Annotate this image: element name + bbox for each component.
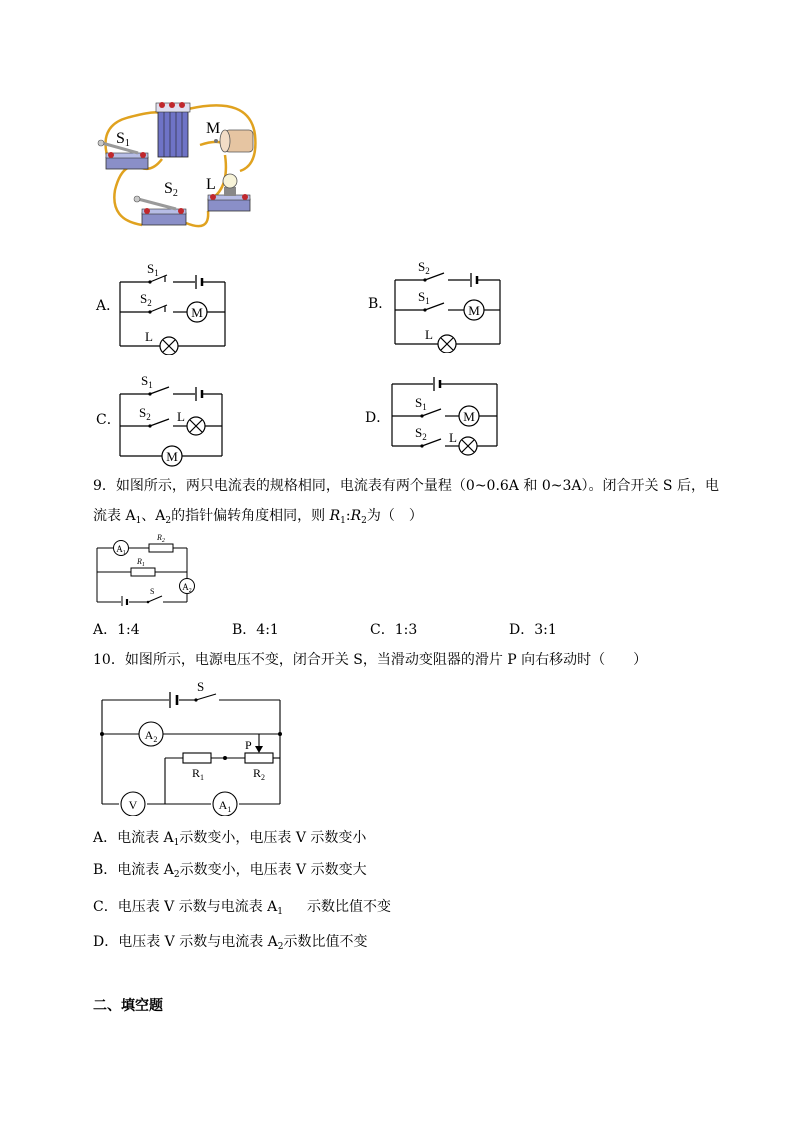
pictorial-circuit-image: [90, 95, 270, 235]
lamp-label: L: [449, 430, 457, 445]
r1-label: $R_1$: [137, 557, 145, 568]
top-switch-label: $S_2$: [418, 259, 430, 276]
bot-switch-label: $S_2$: [415, 425, 427, 442]
q9-stem-line1: 9．如图所示，两只电流表的规格相同，电流表有两个量程（0~0.6A 和 0~3A）。闭合开关 S 后，电: [93, 478, 719, 494]
q10-option-d: D．电压表 V 示数与电流表 $A_2$示数比值不变: [93, 934, 368, 952]
option-d-letter: D．: [365, 410, 391, 426]
mid-switch-label: $S_2$: [139, 405, 151, 422]
a2-meter-label: $A_2$: [182, 582, 192, 594]
switch-s-label: S: [197, 679, 205, 694]
q9-option-a: A．1:4: [93, 622, 140, 638]
motor-symbol: M: [191, 305, 203, 320]
option-c-circuit: [115, 372, 235, 472]
section-heading: 二、填空题: [93, 998, 163, 1014]
top-switch-label: $S_1$: [415, 395, 427, 412]
a2-meter-label: $A_2$: [144, 728, 158, 744]
q10-option-a: A．电流表 $A_1$示数变小，电压表 V 示数变小: [93, 830, 367, 848]
q10-option-b: B．电流表 $A_2$示数变小，电压表 V 示数变大: [93, 862, 367, 880]
voltmeter-label: V: [128, 798, 138, 812]
motor-symbol: M: [166, 449, 178, 464]
option-b-letter: B．: [368, 296, 393, 312]
q9-option-d: D．3:1: [509, 622, 557, 638]
q9-stem-line2: 流表 $A_1$、$A_2$的指针偏转角度相同，则 $R_1:R_2$为（ ）: [93, 508, 423, 526]
motor-symbol: M: [463, 409, 475, 424]
option-c-letter: C．: [96, 412, 121, 428]
lamp-label: L: [145, 329, 153, 344]
q9-option-b: B．4:1: [232, 622, 279, 638]
s1-label: S1: [116, 130, 130, 149]
motor-symbol: M: [468, 303, 480, 318]
option-a-letter: A．: [96, 298, 121, 314]
switch-s-label: S: [150, 587, 155, 596]
motor-label: M: [206, 120, 221, 137]
option-d-circuit: [387, 372, 507, 467]
r1-label: $R_1$: [192, 766, 205, 782]
lamp-label: L: [425, 327, 433, 342]
q10-stem: 10．如图所示，电源电压不变，闭合开关 S，当滑动变阻器的滑片 P 向右移动时（ ）: [93, 652, 648, 668]
a1-meter-label: $A_1$: [116, 544, 126, 556]
option-a-circuit: [115, 260, 235, 355]
q10-circuit: [95, 676, 290, 816]
a1-meter-label: $A_1$: [218, 798, 232, 814]
slider-p-label: P: [245, 738, 252, 752]
q9-circuit: [93, 532, 203, 606]
q10-option-c: C．电压表 V 示数与电流表 $A_1$ 示数比值不变: [93, 899, 392, 917]
mid-switch-label: $S_2$: [140, 291, 152, 308]
mid-switch-label: $S_1$: [418, 289, 430, 306]
top-switch-label: $S_1$: [147, 261, 159, 278]
option-b-circuit: [390, 258, 510, 353]
r2-label: $R_2$: [157, 533, 165, 544]
q9-option-c: C．1:3: [370, 622, 418, 638]
s2-label: S2: [164, 180, 178, 199]
lamp-label: L: [177, 409, 185, 424]
r2-label: $R_2$: [253, 766, 266, 782]
lamp-label: L: [206, 176, 216, 193]
top-switch-label: $S_1$: [141, 373, 153, 390]
